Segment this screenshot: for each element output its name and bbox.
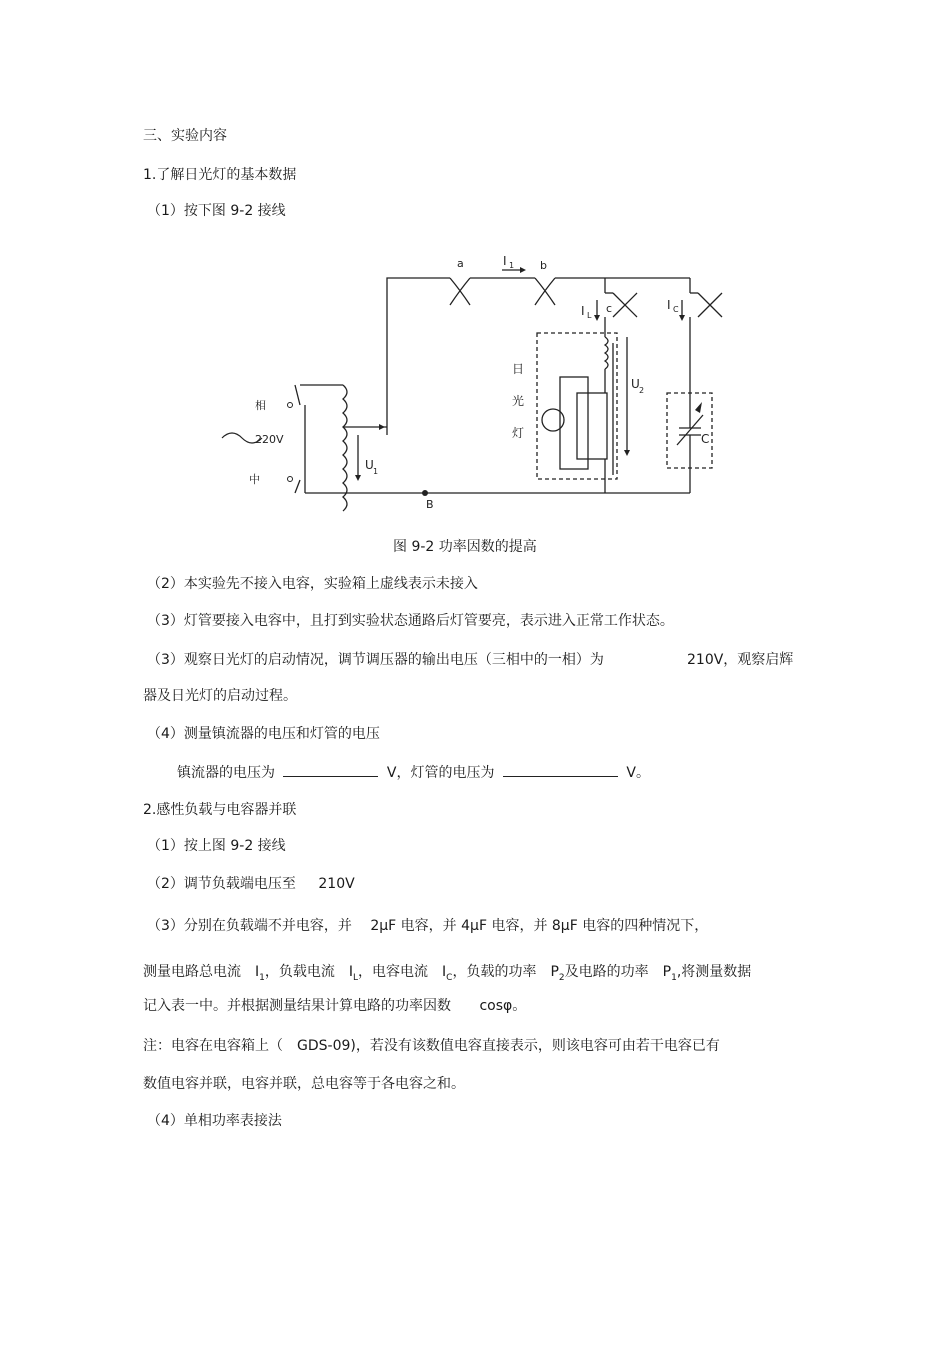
label-il-sub: L bbox=[587, 311, 592, 320]
sub-l: L bbox=[353, 972, 359, 983]
figure-caption: 图 9-2 功率因数的提高 bbox=[393, 539, 537, 555]
item1-title: 1.了解日光灯的基本数据 bbox=[143, 167, 297, 183]
item1-step1: （1）按下图 9-2 接线 bbox=[147, 203, 286, 219]
load-power-label: ，负载的功率 P bbox=[452, 964, 559, 980]
tube-voltage-label: V，灯管的电压为 bbox=[386, 765, 495, 781]
power-factor-label: 记入表一中。并根据测量结果计算电路的功率因数 bbox=[143, 998, 451, 1014]
label-ic-sub: C bbox=[673, 305, 679, 314]
label-i1-sub: 1 bbox=[509, 261, 515, 270]
item1-step4: （4）测量镇流器的电压和灯管的电压 bbox=[147, 726, 380, 742]
note-line1: 注：电容在电容箱上（ GDS-09)，若没有该数值电容直接表示，则该电容可由若干电容已有 bbox=[143, 1038, 720, 1054]
item2-step3-line2 bbox=[143, 963, 751, 987]
label-il: I bbox=[581, 304, 585, 318]
label-ic: I bbox=[667, 298, 671, 312]
label-u1-sub: 1 bbox=[373, 467, 379, 476]
item1-step2: （2）本实验先不接入电容，实验箱上虚线表示未接入 bbox=[147, 576, 478, 592]
item2-step1: （1）按上图 9-2 接线 bbox=[147, 838, 286, 854]
item2-step2 bbox=[147, 875, 355, 893]
tube-voltage-blank[interactable] bbox=[503, 762, 618, 777]
measure-end: V。 bbox=[626, 765, 650, 781]
ballast-voltage-label: 镇流器的电压为 bbox=[177, 765, 275, 781]
item2-title: 2.感性负载与电容器并联 bbox=[143, 802, 297, 818]
sub-2: 2 bbox=[558, 972, 565, 983]
item1-step3b-value: 210V，观察启辉 bbox=[687, 652, 794, 668]
item2-step2-value: 210V bbox=[318, 876, 355, 892]
cap-current-label: ，电容电流 I bbox=[358, 964, 447, 980]
label-neutral: 中 bbox=[249, 473, 260, 486]
circuit-power-label: 及电路的功率 P bbox=[564, 964, 672, 980]
label-u2: U bbox=[631, 377, 640, 391]
sub-1: 1 bbox=[259, 972, 265, 983]
label-voltage: 220V bbox=[255, 433, 284, 446]
cos-phi: cosφ。 bbox=[479, 998, 527, 1014]
record-label: ,将测量数据 bbox=[676, 964, 752, 980]
item2-step3-line1: （3）分别在负载端不并电容，并 2μF 电容，并 4μF 电容，并 8μF 电容的四种情况下， bbox=[147, 918, 709, 934]
label-lamp-1: 日 bbox=[512, 362, 525, 376]
item1-step3b-line1: （3）观察日光灯的启动情况，调节调压器的输出电压（三相中的一相）为 bbox=[147, 652, 604, 668]
label-u1: U bbox=[365, 458, 374, 472]
measure-line bbox=[177, 762, 650, 782]
total-current-label: 测量电路总电流 I bbox=[143, 964, 260, 980]
label-cap: C bbox=[701, 432, 710, 446]
label-i1: I bbox=[503, 254, 507, 268]
label-a: a bbox=[457, 257, 464, 270]
label-b: b bbox=[540, 259, 547, 272]
note-line2: 数值电容并联，电容并联，总电容等于各电容之和。 bbox=[143, 1076, 465, 1092]
label-c: c bbox=[606, 302, 613, 315]
load-current-label: ，负载电流 I bbox=[264, 964, 354, 980]
item2-step2-text: （2）调节负载端电压至 bbox=[147, 876, 296, 892]
sub-c: C bbox=[446, 972, 453, 983]
label-lamp-3: 灯 bbox=[512, 426, 525, 440]
item1-step3b-line2: 器及日光灯的启动过程。 bbox=[143, 688, 297, 704]
ballast-voltage-blank[interactable] bbox=[283, 762, 378, 777]
item1-step3a: （3）灯管要接入电容中，且打到实验状态通路后灯管要亮，表示进入正常工作状态。 bbox=[147, 613, 674, 629]
label-lamp-2: 光 bbox=[512, 394, 525, 408]
label-node-b: B bbox=[426, 498, 434, 511]
label-u2-sub: 2 bbox=[639, 386, 645, 395]
item2-step4: （4）单相功率表接法 bbox=[147, 1113, 282, 1129]
item2-step3-line3 bbox=[143, 997, 526, 1015]
section-heading: 三、实验内容 bbox=[143, 128, 227, 144]
sub-1b: 1 bbox=[671, 972, 677, 983]
label-phase: 相 bbox=[255, 399, 266, 412]
circuit-diagram bbox=[215, 245, 735, 515]
